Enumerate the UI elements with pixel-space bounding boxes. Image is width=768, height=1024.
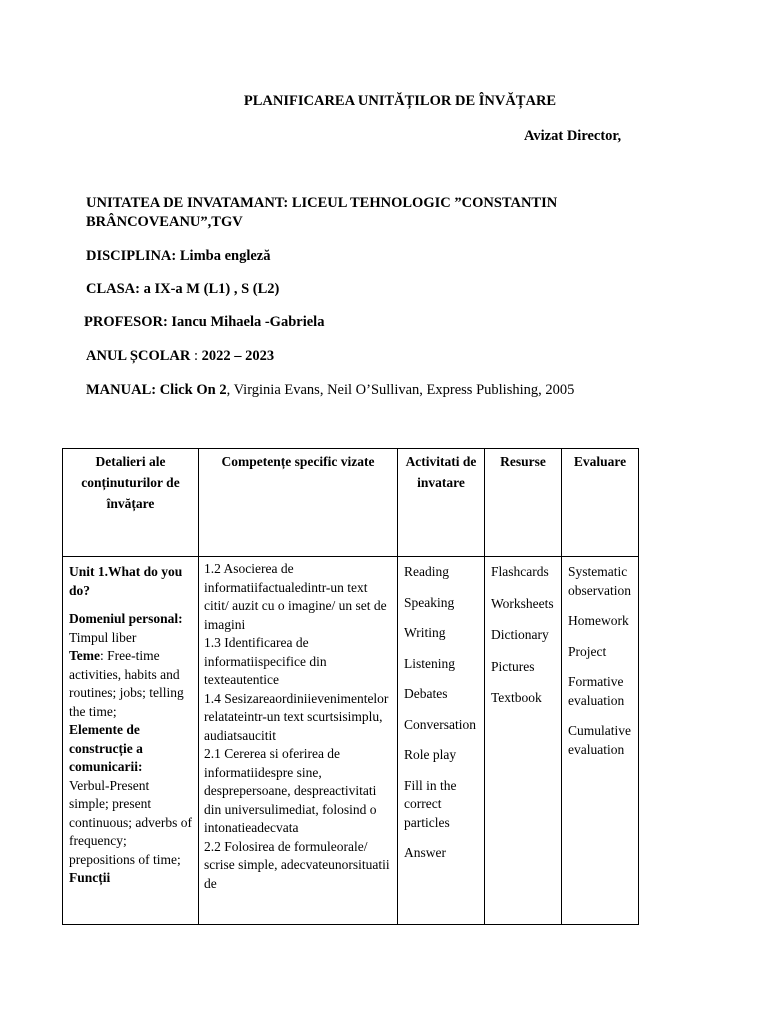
class-line — [86, 281, 279, 298]
activity-item: Role play — [404, 747, 457, 762]
elements-value: Verbul-Present simple; present continuous; adverbs of frequency; prepositions of time; — [69, 777, 192, 867]
teacher-line — [84, 314, 324, 331]
class-label: CLASA: — [86, 281, 140, 297]
approval-line: Avizat Director, — [524, 128, 622, 144]
themes-label: Teme — [69, 648, 100, 663]
unit-title: Unit 1.What do you do? — [69, 564, 183, 598]
activity-item: Fill in the correct particles — [404, 777, 457, 830]
resource-item: Flashcards — [491, 564, 549, 579]
evaluation-item: Cumulative evaluation — [568, 723, 631, 757]
header-competences — [199, 449, 398, 557]
header-evaluation — [562, 449, 639, 557]
header-evaluation-text: Evaluare — [573, 454, 627, 469]
activity-item: Debates — [404, 686, 448, 701]
competence-item: 1.2 Asocierea de informatiifactualedintr-un text citit/ auzit cu o imagine/ un set de imagini — [204, 561, 387, 632]
planning-table — [62, 448, 639, 925]
manual-details: , Virginia Evans, Neil O’Sullivan, Express Publishing, 2005 — [226, 382, 575, 398]
activity-item: Speaking — [404, 594, 455, 610]
header-activities — [398, 449, 485, 557]
cell-competences — [199, 557, 398, 925]
resource-item: Worksheets — [491, 595, 554, 611]
evaluation-item: Project — [568, 643, 607, 659]
table-row — [63, 557, 639, 925]
competence-item: 1.4 Sesizareaordiniievenimentelor relatateintr-un text scurtsisimplu, audiatsaucitit — [204, 690, 389, 743]
themes-value: : Free-time activities, habits and routines; jobs; telling the time; — [69, 648, 184, 719]
resource-item: Pictures — [491, 658, 535, 674]
school-year-label: ANUL ȘCOLAR — [86, 348, 191, 364]
discipline-line — [86, 248, 271, 265]
competence-item: 2.1 Cererea si oferirea de informatiidespre sine, desprepersoane, despreactivitati din universulimediat, folosind o intonatieadecvata — [204, 746, 377, 835]
activity-item: Listening — [404, 655, 455, 671]
resource-item: Dictionary — [491, 627, 549, 642]
manual-line — [86, 382, 574, 399]
activity-item: Reading — [404, 564, 449, 579]
resource-item: Textbook — [491, 690, 542, 705]
school-year-separator: : — [190, 348, 202, 364]
school-line: UNITATEA DE INVATAMANT: LICEUL TEHNOLOGIC ”CONSTANTIN BRÂNCOVEANU”,TGV — [86, 195, 558, 230]
elements-label: Elemente de construcție a comunicarii: — [69, 722, 143, 774]
class-value: a IX-a M (L1) , S (L2) — [139, 281, 280, 297]
manual-title: Click On 2 — [156, 382, 227, 398]
domain-label: Domeniul personal: — [69, 611, 183, 626]
evaluation-item: Systematic observation — [568, 564, 631, 598]
evaluation-item: Homework — [568, 613, 629, 628]
teacher-label: PROFESOR: — [84, 314, 168, 330]
header-content-details — [63, 449, 199, 557]
discipline-value: Limba engleză — [176, 248, 271, 264]
evaluation-item: Formative evaluation — [568, 674, 625, 708]
competence-item: 2.2 Folosirea de formuleorale/ scrise simple, adecvateunorsituatii de — [204, 838, 390, 891]
competence-item: 1.3 Identificarea de informatiispecifice din texteautentice — [204, 635, 327, 687]
domain-value: Timpul liber — [69, 629, 137, 645]
school-year-value: 2022 – 2023 — [201, 348, 275, 364]
document-title: PLANIFICAREA UNITĂȚILOR DE ÎNVĂȚARE — [243, 93, 557, 109]
cell-content-details — [63, 557, 199, 925]
activity-item: Answer — [404, 845, 446, 860]
cell-resources — [485, 557, 562, 925]
header-resources — [485, 449, 562, 557]
teacher-value: Iancu Mihaela -Gabriela — [167, 314, 325, 330]
header-resources-text: Resurse — [500, 454, 546, 469]
header-competences-text: Competențe specific vizate — [221, 454, 375, 469]
header-activities-text: Activitati de invatare — [405, 454, 477, 490]
functions-label: Funcții — [69, 870, 111, 885]
activity-item: Conversation — [404, 716, 476, 732]
header-content-details-text: Detalieri ale conținuturilor de învățare — [81, 454, 180, 511]
activity-item: Writing — [404, 625, 446, 640]
discipline-label: DISCIPLINA: — [86, 248, 177, 264]
cell-evaluation — [562, 557, 639, 925]
school-year-line — [86, 348, 274, 365]
manual-label: MANUAL: — [86, 382, 157, 398]
table-header-row — [63, 449, 639, 557]
cell-activities — [398, 557, 485, 925]
